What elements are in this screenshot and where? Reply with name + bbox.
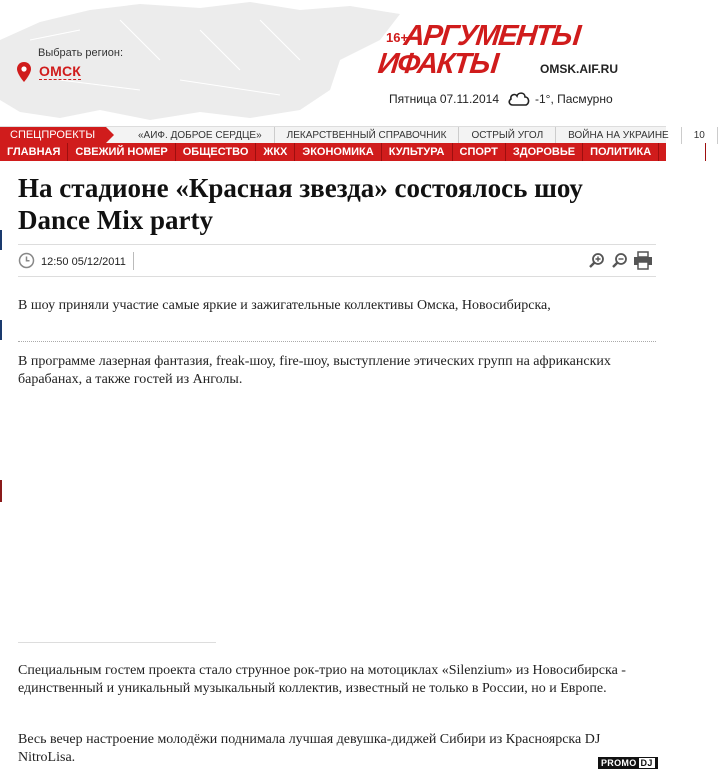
logo-line-2[interactable]: ИФАКТЫ: [376, 48, 499, 80]
weather-text: -1°, Пасмурно: [535, 92, 613, 106]
left-edge-marker: [0, 230, 2, 250]
divider: [18, 276, 656, 277]
spec-item-ukraine-war[interactable]: ВОЙНА НА УКРАИНЕ: [556, 127, 682, 144]
site-header: [0, 0, 666, 126]
zoom-out-icon[interactable]: [611, 252, 628, 269]
article-paragraph: Весь вечер настроение молодёжи поднимала лучшая девушка-диджей Сибири из Красноярска DJ NitroLisa.: [18, 732, 601, 765]
left-edge-marker: [0, 480, 2, 502]
cloudy-weather-icon: [507, 88, 531, 108]
age-rating-badge: 16+: [386, 30, 409, 45]
divider: [18, 244, 656, 245]
spec-item-sharp-corner[interactable]: ОСТРЫЙ УГОЛ: [459, 127, 556, 144]
location-pin-icon: [17, 62, 31, 82]
article-paragraph: В программе лазерная фантазия, freak-шоу, fire-шоу, выступление этических групп на африканских барабанах, а также гостей из Анголы.: [18, 354, 611, 387]
region-selector[interactable]: ОМСК: [39, 63, 82, 79]
nav-item-incidents[interactable]: ПРОИ: [659, 143, 706, 161]
zoom-in-icon[interactable]: [588, 252, 605, 269]
article-datetime: 12:50 05/12/2011: [41, 256, 126, 268]
divider: [18, 642, 216, 643]
spec-item-good-heart[interactable]: «АИФ. ДОБРОЕ СЕРДЦЕ»: [126, 127, 275, 144]
clock-icon: [18, 252, 35, 269]
nav-item-sport[interactable]: СПОРТ: [453, 143, 506, 161]
nav-item-economy[interactable]: ЭКОНОМИКА: [295, 143, 381, 161]
spec-item-more[interactable]: 10: [682, 127, 718, 144]
nav-item-housing[interactable]: ЖКХ: [256, 143, 295, 161]
special-projects-label[interactable]: СПЕЦПРОЕКТЫ: [0, 127, 106, 144]
promo-dj-badge[interactable]: [598, 757, 658, 769]
nav-item-health[interactable]: ЗДОРОВЬЕ: [506, 143, 583, 161]
main-nav: [0, 143, 698, 161]
article-title: На стадионе «Красная звезда» состоялось шоу Dance Mix party: [18, 173, 583, 235]
dotted-divider: [18, 341, 656, 342]
nav-item-culture[interactable]: КУЛЬТУРА: [382, 143, 453, 161]
left-edge-marker: [0, 320, 2, 340]
spec-item-drug-reference[interactable]: ЛЕКАРСТВЕННЫЙ СПРАВОЧНИК: [275, 127, 460, 144]
special-projects-bar: [0, 126, 705, 144]
nav-item-politics[interactable]: ПОЛИТИКА: [583, 143, 659, 161]
article-paragraph: Специальным гостем проекта стало струнное рок-трио на мотоциклах «Silenzium» из Новосибирска - единственный и уникальный музыкальный коллектив, известный не только в России, но и Европе.: [18, 663, 626, 696]
print-icon[interactable]: [633, 251, 653, 270]
nav-item-home[interactable]: ГЛАВНАЯ: [0, 143, 68, 161]
site-domain: OMSK.AIF.RU: [540, 62, 618, 76]
promo-label: PROMO: [601, 758, 637, 768]
nav-item-fresh-issue[interactable]: СВЕЖИЙ НОМЕР: [68, 143, 175, 161]
current-date: Пятница 07.11.2014: [389, 92, 499, 106]
nav-item-society[interactable]: ОБЩЕСТВО: [176, 143, 257, 161]
article-paragraph: В шоу приняли участие самые яркие и зажигательные коллективы Омска, Новосибирска,: [18, 298, 551, 313]
divider: [133, 252, 134, 270]
region-label: Выбрать регион:: [38, 47, 124, 59]
dj-label: DJ: [640, 758, 653, 768]
logo-line-1[interactable]: АРГУМЕНТЫ: [402, 20, 582, 52]
